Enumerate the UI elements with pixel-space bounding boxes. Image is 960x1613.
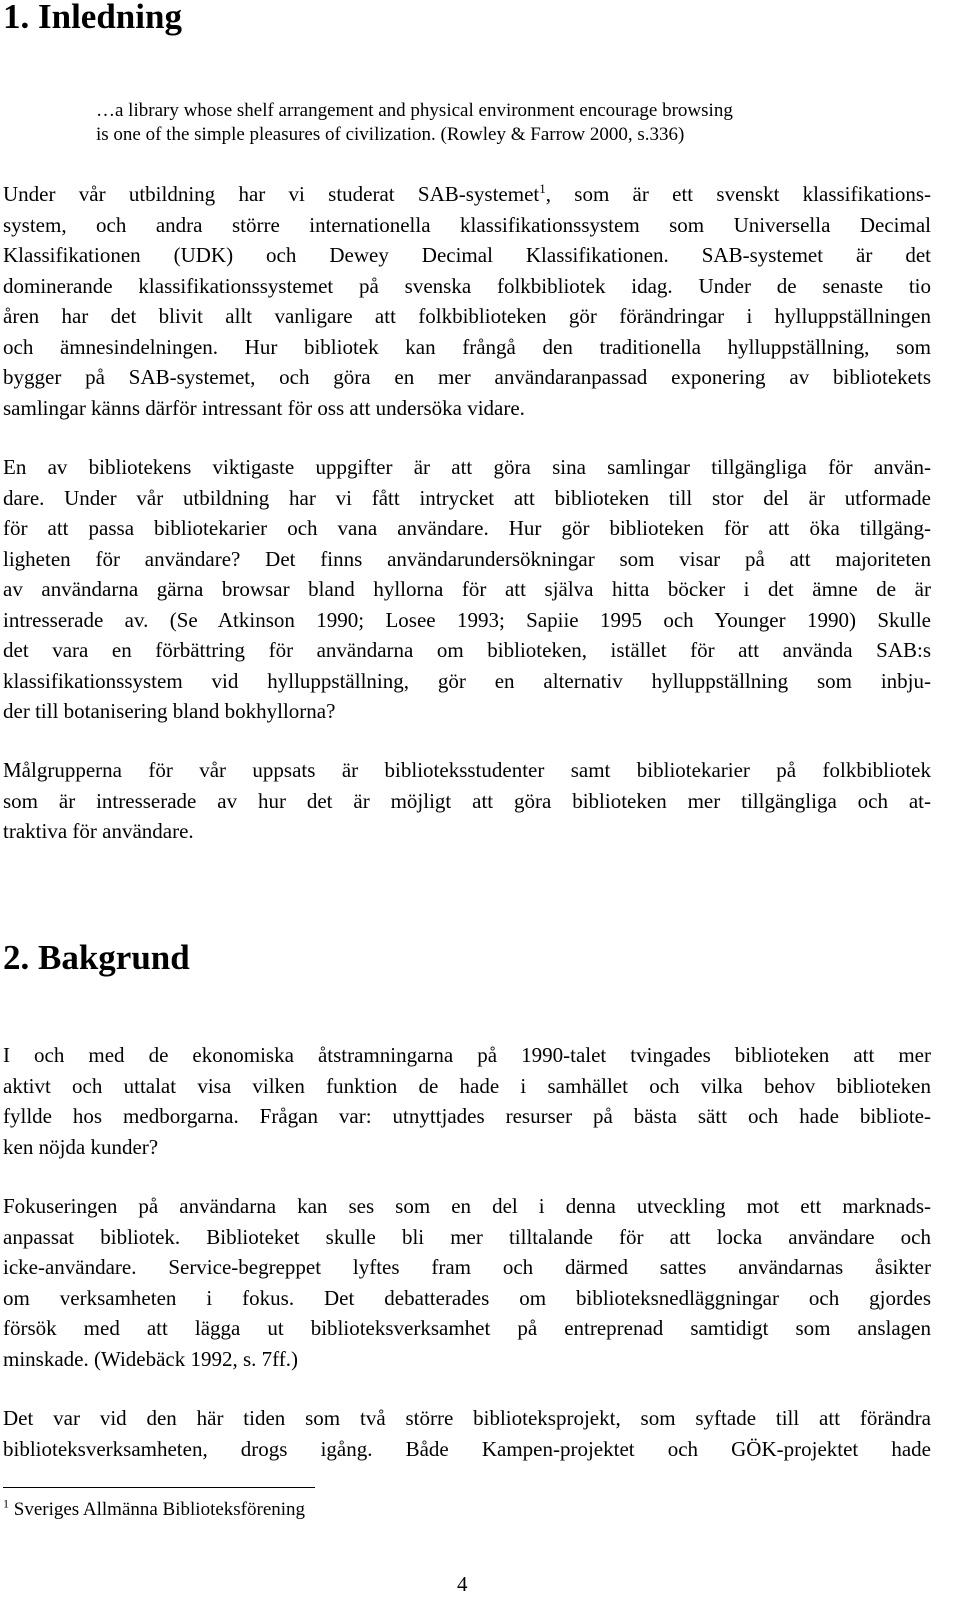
paragraph	[3, 1191, 931, 1374]
paragraph-line: om verksamheten i fokus. Det debatterades om biblioteksnedläggningar och gjordes	[3, 1285, 931, 1310]
paragraph-line: Fokuseringen på användarna kan ses som en del i denna utveckling mot ett marknads-	[3, 1194, 931, 1218]
paragraph-line: som är intresserade av hur det är möjligt att göra biblioteken mer tillgängliga och at-	[3, 788, 931, 813]
paragraph-line: Det var vid den här tiden som två större biblioteksprojekt, som syftade till att förändra	[3, 1406, 931, 1430]
text-run: Under vår utbildning har vi studerat SAB-systemet	[3, 182, 540, 206]
paragraph-line: intresserade av. (Se Atkinson 1990; Losee 1993; Sapiie 1995 och Younger 1990) Skulle	[3, 607, 931, 632]
paragraph-line: I och med de ekonomiska åtstramningarna på 1990-talet tvingades biblioteken att mer	[3, 1043, 931, 1067]
paragraph-line: icke-användare. Service-begreppet lyftes fram och därmed sattes användarnas åsikter	[3, 1255, 931, 1279]
paragraph-line: En av bibliotekens viktigaste uppgifter är att göra sina samlingar tillgängliga för använ-	[3, 455, 931, 479]
quote-line: …a library whose shelf arrangement and physical environment encourage browsing	[96, 100, 733, 121]
paragraph-line: åren har det blivit allt vanligare att folkbiblioteken gör förändringar i hylluppställningen	[3, 304, 931, 328]
epigraph-quote	[96, 99, 876, 147]
paragraph-line: system, och andra större internationella klassifikationssystem som Universella Decimal	[3, 212, 931, 237]
footnote-text: Sveriges Allmänna Biblioteksförening	[9, 1499, 306, 1520]
paragraph-line: Klassifikationen (UDK) och Dewey Decimal Klassifikationen. SAB-systemet är det	[3, 243, 931, 267]
paragraph-line: Målgrupperna för vår uppsats är biblioteksstudenter samt bibliotekarier på folkbibliotek	[3, 758, 931, 782]
paragraph-line: ligheten för användare? Det finns användarundersökningar som visar på att majoriteten	[3, 546, 931, 571]
footnote-marker: 1	[3, 1496, 9, 1511]
paragraph-line: traktiva för användare.	[3, 819, 194, 843]
paragraph-line: dominerande klassifikationssystemet på svenska folkbibliotek idag. Under de senaste tio	[3, 273, 931, 298]
paragraph-line: anpassat bibliotek. Biblioteket skulle bli mer tilltalande för att locka användare och	[3, 1224, 931, 1249]
paragraph-line: och ämnesindelningen. Hur bibliotek kan frångå den traditionella hylluppställning, som	[3, 334, 931, 359]
footnote-separator	[3, 1487, 315, 1488]
paragraph-line: dare. Under vår utbildning har vi fått intrycket att biblioteken till stor del är utformade	[3, 485, 931, 510]
paragraph-line: der till botanisering bland bokhyllorna?	[3, 699, 336, 723]
paragraph-line: biblioteksverksamheten, drogs igång. Både Kampen-projektet och GÖK-projektet hade	[3, 1436, 931, 1461]
paragraph	[3, 1403, 931, 1464]
paragraph-line: fyllde hos medborgarna. Frågan var: utnyttjades resurser på bästa sätt och hade bibliote-	[3, 1104, 931, 1128]
footnote	[3, 1497, 305, 1523]
paragraph-line	[3, 179, 931, 210]
quote-line: is one of the simple pleasures of civilization. (Rowley & Farrow 2000, s.336)	[96, 124, 685, 145]
paragraph-line: aktivt och uttalat visa vilken funktion de hade i samhället och vilka behov biblioteken	[3, 1073, 931, 1098]
paragraph	[3, 179, 931, 423]
paragraph-line: ken nöjda kunder?	[3, 1134, 159, 1159]
paragraph	[3, 452, 931, 727]
paragraph-line: samlingar känns därför intressant för oss att undersöka vidare.	[3, 395, 525, 420]
paragraph-line: bygger på SAB-systemet, och göra en mer användaranpassad exponering av bibliotekets	[3, 365, 931, 389]
section-heading-bakgrund: 2. Bakgrund	[3, 938, 190, 977]
paragraph-line: försök med att lägga ut biblioteksverksamhet på entreprenad samtidigt som anslagen	[3, 1316, 931, 1340]
paragraph-line: det vara en förbättring för användarna om biblioteken, istället för att använda SAB:s	[3, 638, 931, 662]
paragraph	[3, 1040, 931, 1162]
page-number: 4	[457, 1572, 468, 1596]
paragraph	[3, 755, 931, 847]
paragraph-line: minskade. (Widebäck 1992, s. 7ff.)	[3, 1346, 299, 1371]
paragraph-line: klassifikationssystem vid hylluppställning, gör en alternativ hylluppställning som inbju-	[3, 668, 931, 693]
text-run: , som är ett svenskt klassifikations-	[545, 182, 931, 206]
paragraph-line: av användarna gärna browsar bland hyllorna för att själva hitta böcker i det ämne de är	[3, 577, 931, 601]
footnote-reference: 1	[539, 181, 546, 196]
paragraph-line: för att passa bibliotekarier och vana användare. Hur gör biblioteken för att öka tillgäng-	[3, 516, 931, 540]
section-heading-inledning: 1. Inledning	[3, 0, 182, 36]
